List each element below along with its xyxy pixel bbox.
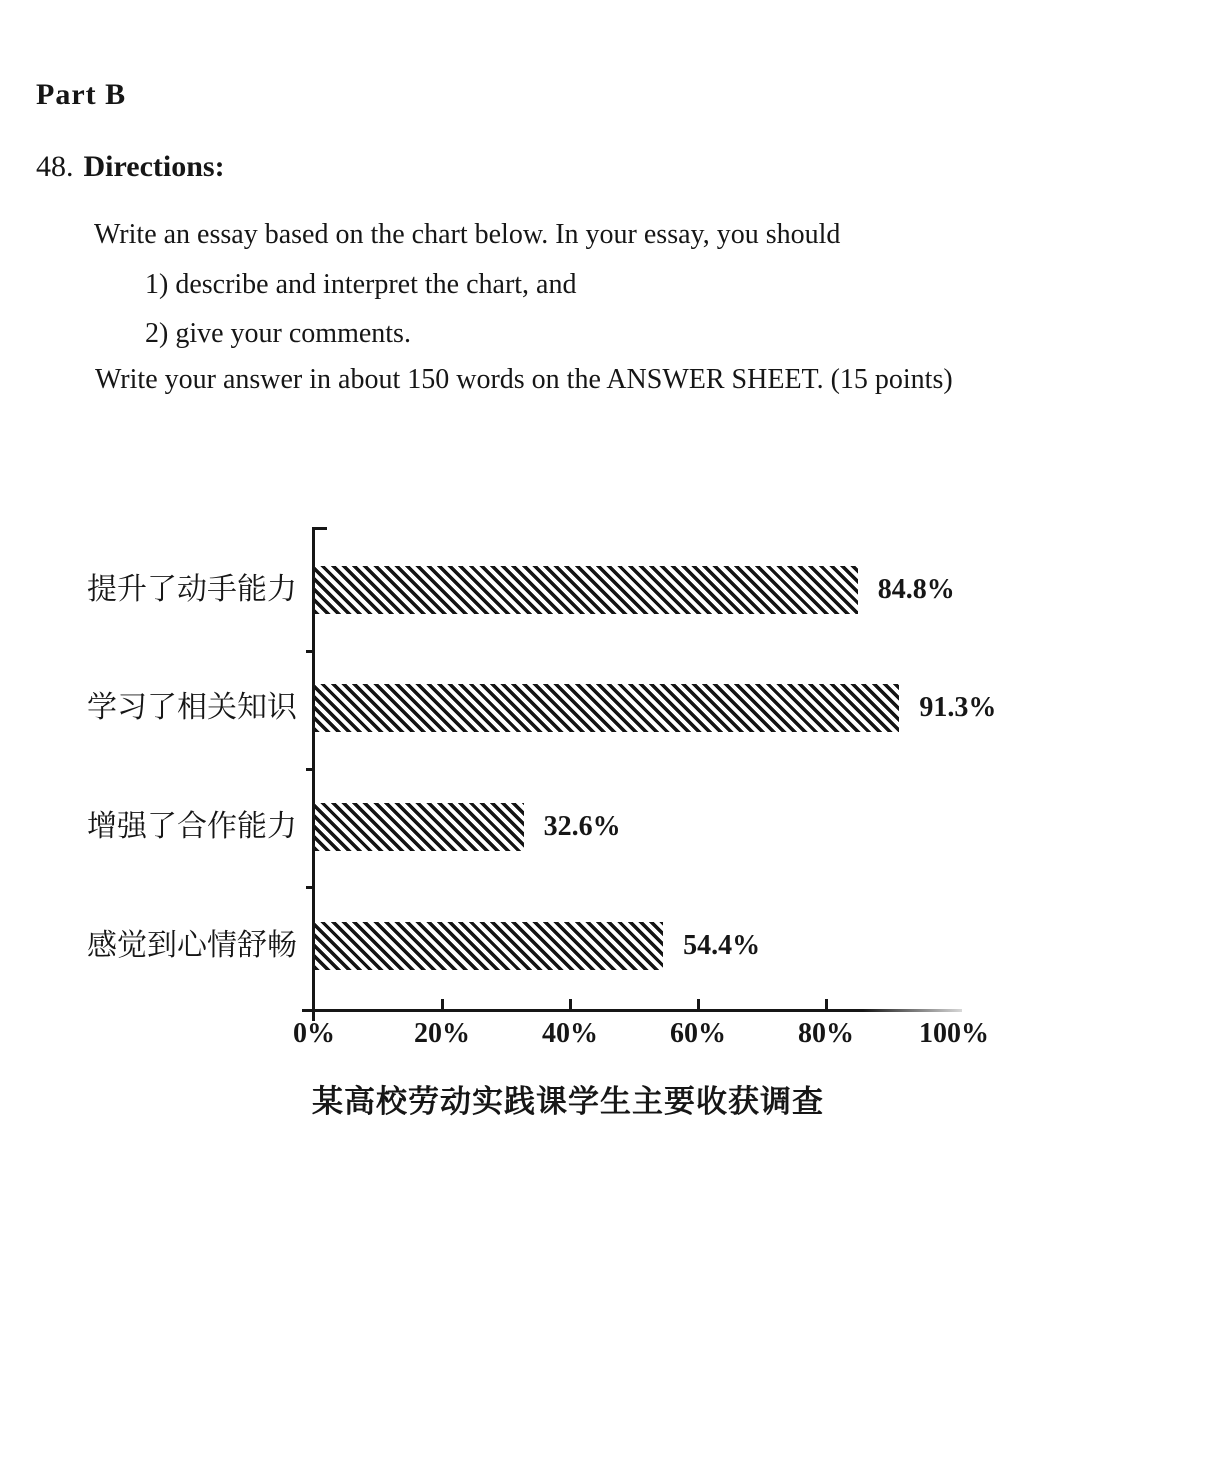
x-axis-line — [302, 1009, 962, 1012]
instruction-point-2: 2) give your comments. — [145, 318, 411, 349]
category-label: 学习了相关知识 — [87, 690, 297, 725]
directions-label: Directions: — [83, 150, 225, 183]
answer-note: Write your answer in about 150 words on the ANSWER SHEET. (15 points) — [95, 364, 953, 395]
part-label: Part B — [36, 78, 127, 111]
category-label: 增强了合作能力 — [87, 809, 297, 844]
instruction-point-1: 1) describe and interpret the chart, and — [145, 269, 577, 300]
y-axis-top-tick — [312, 527, 327, 530]
y-axis-tick — [306, 650, 315, 653]
x-tick-label: 0% — [293, 1018, 335, 1049]
category-label: 提升了动手能力 — [87, 572, 297, 607]
x-tick-label: 100% — [919, 1018, 989, 1049]
directions-heading — [36, 150, 225, 184]
x-tick-label: 20% — [414, 1018, 470, 1049]
chart-title: 某高校劳动实践课学生主要收获调查 — [312, 1084, 824, 1120]
question-number: 48. — [36, 150, 74, 183]
bar-row — [315, 684, 1015, 732]
bar — [315, 803, 524, 851]
bar-value-label: 54.4% — [683, 930, 761, 961]
bar — [315, 684, 899, 732]
instruction-intro: Write an essay based on the chart below. In your essay, you should — [94, 219, 841, 250]
y-axis-tick — [306, 886, 315, 889]
y-axis-tick — [306, 768, 315, 771]
bar-row — [315, 922, 1015, 970]
bar-value-label: 32.6% — [543, 811, 621, 842]
bar-row — [315, 566, 1015, 614]
bar — [315, 566, 858, 614]
x-axis-tick — [569, 999, 572, 1010]
x-axis-tick — [825, 999, 828, 1010]
x-axis-tick — [697, 999, 700, 1010]
x-tick-label: 60% — [670, 1018, 726, 1049]
category-label: 感觉到心情舒畅 — [87, 928, 297, 963]
bar — [315, 922, 663, 970]
x-axis-labels — [293, 1018, 989, 1058]
bar-value-label: 91.3% — [919, 692, 997, 723]
x-tick-label: 40% — [542, 1018, 598, 1049]
bar-value-label: 84.8% — [877, 574, 955, 605]
bar-row — [315, 803, 1015, 851]
x-axis-tick — [441, 999, 444, 1010]
x-tick-label: 80% — [798, 1018, 854, 1049]
